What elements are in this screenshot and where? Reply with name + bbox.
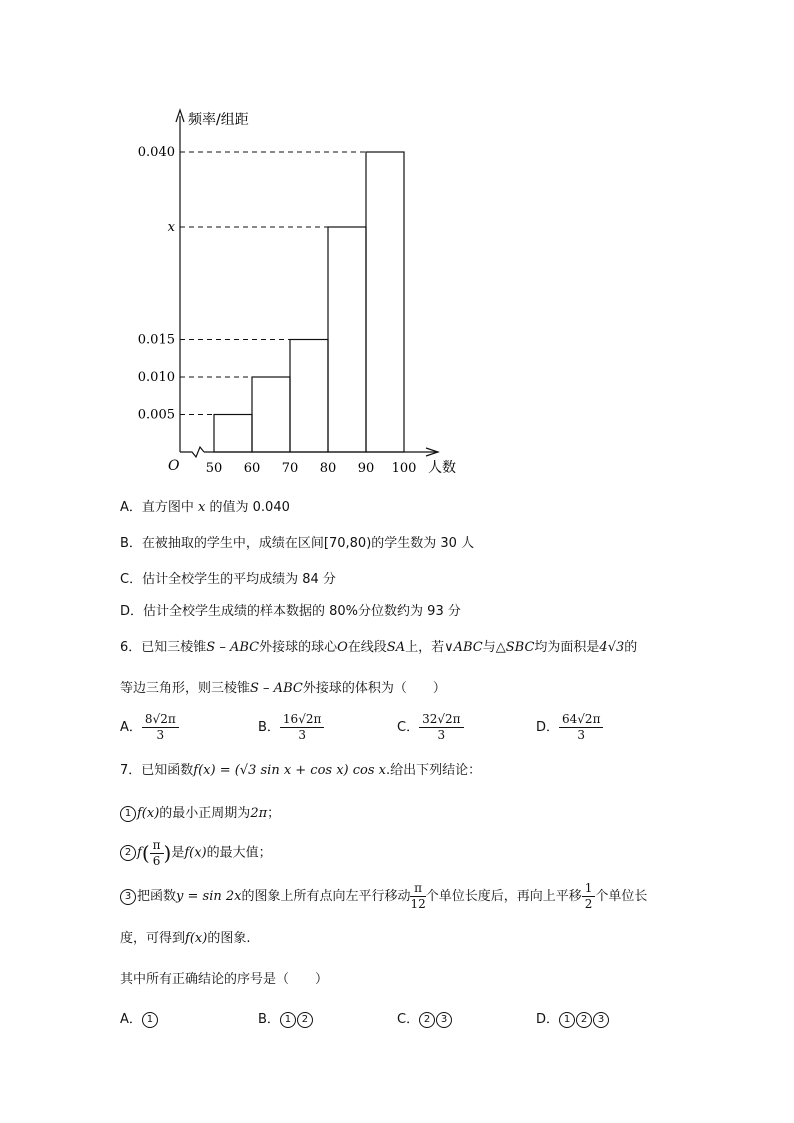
q7-ask: 其中所有正确结论的序号是（ ） [120, 972, 329, 987]
q7-text: 的图象. [207, 931, 251, 946]
q7-fraction [582, 881, 596, 912]
histogram-bar [328, 227, 366, 452]
circled-number-icon: 2 [297, 1012, 313, 1028]
q6-option-fraction [559, 712, 603, 743]
q6-text: 与△ [482, 640, 506, 655]
q6-text: 在线段 [347, 640, 387, 655]
q7-text: 度，可得到 [120, 931, 186, 946]
fraction-denominator: 3 [298, 728, 306, 742]
x-axis-break-icon [180, 447, 204, 457]
q5-option-c: C．估计全校学生的平均成绩为 84 分 [120, 572, 336, 587]
frequency-histogram [120, 100, 480, 480]
q5-option-a-prefix: A．直方图中 [120, 500, 199, 515]
q6-text: 等边三角形，则三棱锥 [120, 681, 251, 696]
q7-text: 的最大值； [206, 845, 272, 861]
q7-option-label: C． [397, 1012, 420, 1027]
histogram-bar [214, 415, 252, 453]
fraction-denominator: 3 [577, 728, 586, 742]
left-paren-icon: ( [141, 841, 150, 865]
fraction-numerator: 16√2π [280, 712, 324, 728]
fraction-denominator: 3 [156, 728, 165, 742]
circled-number-icon: 1 [120, 806, 136, 822]
q7-math: y = sin 2x [176, 889, 242, 904]
q7-stem [120, 762, 481, 780]
q6-stem-line-1 [120, 639, 637, 657]
q7-option-circles [142, 1012, 159, 1027]
x-tick-label: 100 [391, 461, 417, 476]
q6-option-a [120, 712, 179, 743]
fraction-denominator: 3 [437, 728, 446, 742]
q6-text: 外接球的球心 [259, 640, 338, 655]
circled-number-icon: 1 [142, 1012, 158, 1028]
x-tick-label: 50 [205, 461, 223, 476]
circled-number-icon: 2 [419, 1012, 435, 1028]
q7-conclusion-3-line-1 [120, 880, 647, 914]
q7-function-expression: f(x) = (√3 sin x + cos x) cos x [193, 763, 386, 778]
x-tick-label: 70 [281, 461, 299, 476]
fraction-denominator: 2 [584, 897, 593, 911]
q5-option-a-suffix: 的值为 0.040 [205, 500, 290, 515]
q6-math: SBC [505, 640, 535, 655]
y-axis-title: 频率/组距 [188, 112, 249, 128]
right-paren-icon: ) [163, 841, 172, 865]
circled-number-icon: 3 [593, 1012, 609, 1028]
y-tick-label: x [167, 220, 175, 235]
q7-text: 的最小正周期为 [159, 806, 251, 821]
histogram-labels [138, 112, 456, 476]
x-tick-label: 90 [357, 461, 375, 476]
q7-option-circles [280, 1012, 314, 1027]
q6-text: 外接球的体积为（ ） [302, 681, 446, 696]
q7-text: 个单位长度后，再向上平移 [425, 889, 582, 904]
q7-math: f(x) [184, 845, 207, 861]
q5-option-d: D．估计全校学生成绩的样本数据的 80%分位数约为 93 分 [120, 604, 461, 619]
q6-math: S – ABC [206, 640, 260, 655]
q7-option-a [120, 1008, 159, 1028]
histogram-axes [176, 110, 438, 457]
q7-text: ； [267, 806, 281, 821]
q7-option-circles [419, 1012, 453, 1027]
q6-option-label: C． [397, 720, 420, 735]
q7-option-label: B． [258, 1012, 280, 1027]
q7-text: 的图象上所有点向左平行移动 [241, 889, 411, 904]
q6-option-fraction [142, 712, 179, 743]
q6-math: 4√3 [599, 640, 625, 655]
q6-option-d [536, 712, 603, 743]
q7-conclusion-1 [120, 805, 280, 823]
fraction-numerator: 64√2π [559, 712, 603, 728]
q6-option-b [258, 712, 324, 743]
circled-number-icon: 2 [576, 1012, 592, 1028]
q7-fraction [150, 838, 164, 869]
q7-fraction [410, 881, 425, 912]
q7-option-b [258, 1008, 314, 1028]
q6-math: ABC [453, 640, 483, 655]
q7-math: f(x) [137, 806, 160, 821]
q7-text: 个单位长 [595, 889, 648, 904]
q6-math: S – ABC [250, 681, 303, 696]
q6-text: 均为面积是 [534, 640, 600, 655]
circled-number-icon: 3 [120, 889, 136, 905]
fraction-numerator: 8√2π [142, 712, 179, 728]
x-tick-label: 80 [319, 461, 337, 476]
fraction-denominator: 6 [152, 853, 161, 868]
y-tick-label: 0.005 [137, 407, 175, 423]
circled-number-icon: 3 [436, 1012, 452, 1028]
q7-conclusion-3-line-2 [120, 930, 250, 948]
q6-option-fraction [419, 712, 463, 743]
x-axis-title: 人数 [428, 460, 456, 476]
histogram-bar [252, 377, 290, 452]
y-tick-label: 0.040 [137, 145, 175, 160]
histogram-bar [290, 340, 328, 453]
q6-option-label: B． [258, 720, 280, 735]
q7-text: 把函数 [137, 889, 177, 904]
q7-option-c [397, 1008, 453, 1028]
q6-math: SA [386, 640, 406, 655]
q6-option-fraction [280, 712, 324, 743]
q7-math: f [137, 845, 142, 861]
q5-option-a-variable: x [198, 500, 206, 515]
fraction-numerator: 1 [582, 881, 596, 897]
circled-number-icon: 1 [559, 1012, 575, 1028]
q7-text: 7．已知函数 [120, 763, 194, 778]
q7-option-circles [559, 1012, 610, 1027]
q6-text: 6．已知三棱锥 [120, 640, 207, 655]
q5-option-b: B．在被抽取的学生中，成绩在区间[70,80)的学生数为 30 人 [120, 536, 475, 551]
q6-option-c [397, 712, 464, 743]
q7-text: 是 [171, 845, 185, 861]
q7-option-label: D． [536, 1012, 560, 1027]
fraction-numerator: 32√2π [419, 712, 463, 728]
q7-math: f(x) [185, 931, 208, 946]
q6-text: 上，若∨ [405, 640, 454, 655]
y-tick-label: 0.010 [137, 370, 175, 385]
q7-text: .给出下列结论： [386, 763, 482, 778]
q6-stem-line-2 [120, 680, 446, 698]
fraction-denominator: 12 [410, 897, 426, 911]
q6-math: O [337, 640, 348, 655]
fraction-numerator: π [150, 838, 164, 854]
origin-label: O [168, 458, 180, 474]
histogram-bars [180, 152, 404, 452]
q5-option-a [120, 499, 290, 517]
q7-option-d [536, 1008, 610, 1028]
y-tick-label: 0.015 [137, 332, 175, 348]
q7-math: 2π [250, 806, 268, 821]
q6-option-label: D． [536, 720, 560, 735]
q7-conclusion-2 [120, 836, 272, 871]
q7-option-label: A． [120, 1012, 142, 1027]
q6-option-label: A． [120, 720, 142, 735]
q6-text: 的 [624, 640, 638, 655]
x-tick-label: 60 [243, 461, 261, 476]
histogram-bar [366, 152, 404, 452]
fraction-numerator: π [410, 881, 425, 897]
circled-number-icon: 2 [120, 845, 136, 861]
circled-number-icon: 1 [280, 1012, 296, 1028]
